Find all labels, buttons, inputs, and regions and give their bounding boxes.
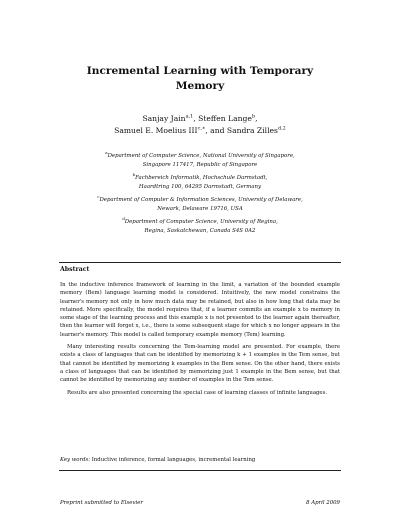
abstract-paragraph: Results are also presented concerning the special case of learning classes of infinite languages. (67, 389, 328, 396)
affiliation-c (70, 196, 330, 214)
author-mark: d,2 (277, 125, 286, 132)
keywords-list: Inductive inference, formal languages, incremental learning (91, 457, 256, 463)
affiliation-b (70, 174, 330, 192)
affiliation-mark: a (105, 150, 108, 156)
affiliation-line: Newark, Delaware 19716, USA (157, 205, 243, 212)
affiliation-line: $^b$Fachbereich Informatik, Hochschule Darmstadt, (132, 172, 268, 181)
footer-preprint-note: Preprint submitted to Elsevier (60, 500, 143, 506)
author-name: Sanjay Jain (142, 114, 186, 123)
affiliation-line: $^a$Department of Computer Science, National University of Singapore, (105, 150, 295, 159)
paper-title (60, 64, 340, 94)
title-line-2: Memory (175, 80, 225, 92)
abstract-paragraph: In the inductive inference framework of learning in the limit, a variation of the bounded example memory (Bem) language learning model is considered. Intuitively, the new model constrains the learner's memory not only in how much data may be retained, but also in how long that data may be retained. More specifically, the model requires that, if a learner commits an example x to memory in some stage of the learning process and this example x is not presented to the learner again thereafter, then the learner will forget x, i.e., there is some subsequent stage for which x no longer appears in the learner's memory. This model is called temporary example memory (Tem) learning. (60, 282, 340, 338)
affiliation-d (70, 218, 330, 236)
abstract-heading: Abstract (60, 266, 90, 273)
affiliation-line: Haardtring 100, 64295 Darmstadt, Germany (138, 183, 262, 190)
affiliation-mark: d (122, 216, 125, 222)
abstract-top-rule (59, 262, 341, 263)
affiliation-mark: c (97, 194, 100, 200)
author-name: Samuel E. Moelius III (114, 126, 198, 135)
author-mark: c,∗ (197, 125, 206, 132)
author-list (60, 113, 340, 137)
author-mark: a,1 (185, 113, 194, 120)
keywords (60, 457, 255, 463)
affiliation-line: $^c$Department of Computer & Information Sciences, University of Delaware, (97, 194, 303, 203)
footer-date: 8 April 2009 (306, 500, 340, 506)
title-line-1: Incremental Learning with Temporary (86, 65, 314, 77)
affiliation-a (70, 152, 330, 170)
affiliation-line: Regina, Saskatchewan, Canada S4S 0A2 (144, 227, 256, 234)
author-mark: b (251, 113, 256, 120)
author-name: , Steffen Lange (193, 114, 252, 123)
author-name: , and Sandra Zilles (205, 126, 278, 135)
page-footer (60, 500, 340, 506)
abstract-body (60, 281, 340, 401)
affiliation-line: $^d$Department of Computer Science, University of Regina, (122, 216, 278, 225)
author-separator: , (255, 114, 258, 123)
abstract-bottom-rule (59, 470, 341, 471)
affiliation-mark: b (132, 172, 136, 178)
keywords-label: Key words: (60, 457, 91, 463)
affiliation-line: Singapore 117417, Republic of Singapore (142, 161, 258, 168)
abstract-paragraph: Many interesting results concerning the Tem-learning model are presented. For example, there exists a class of languages that can be identified by memorizing k + 1 examples in the Tem sense, but that cannot be identified by memorizing k examples in the Bem sense. On the other hand, there exists a class of languages that can be identified by memorizing just 1 example in the Bem sense, but that cannot be identified by memorizing any number of examples in the Tem sense. (60, 344, 340, 384)
